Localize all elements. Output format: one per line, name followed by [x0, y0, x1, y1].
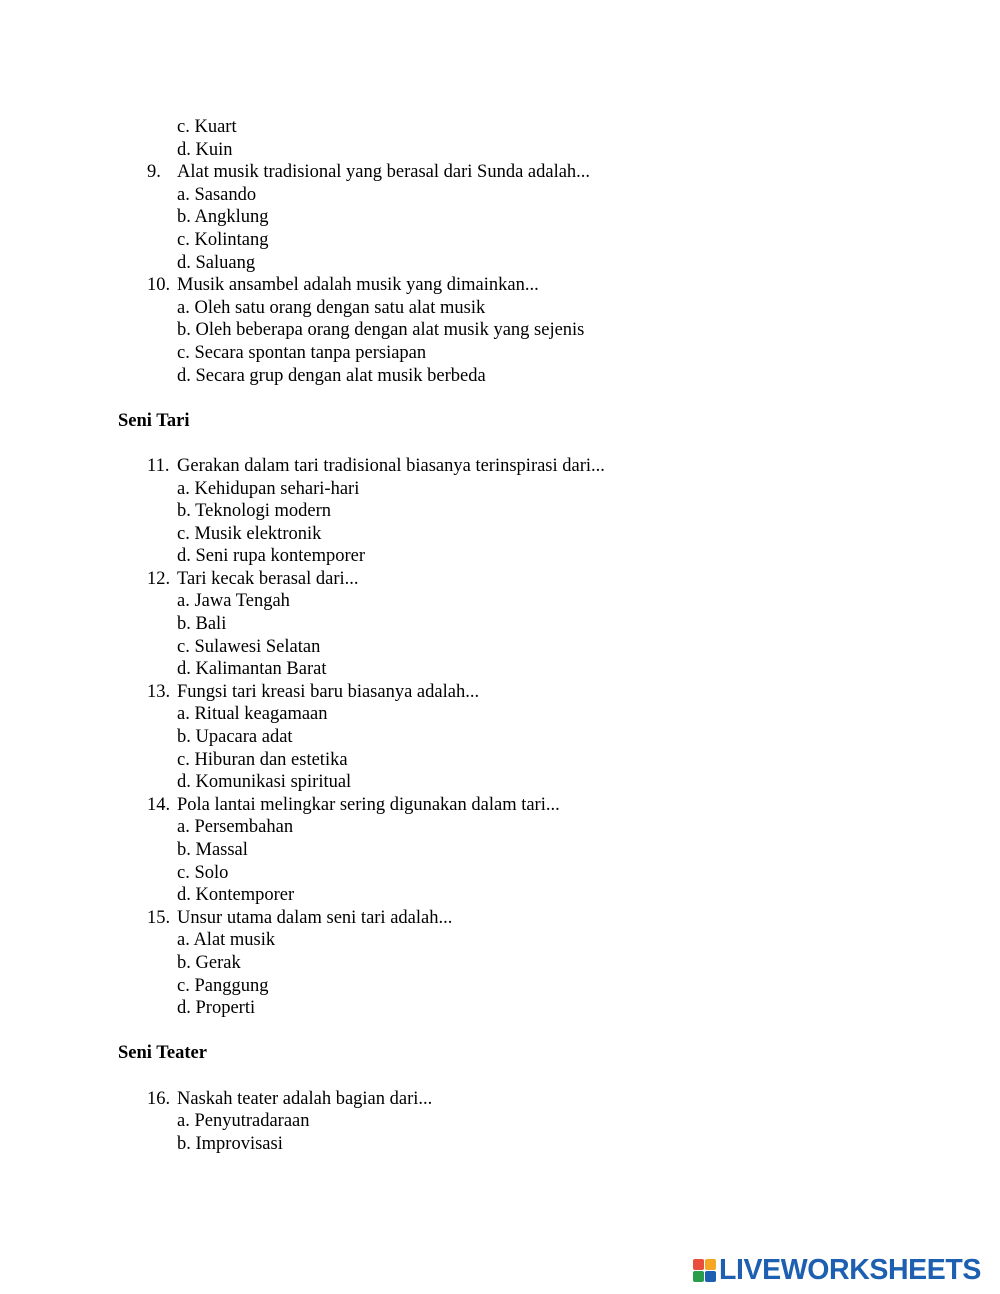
spacer [0, 1020, 1000, 1043]
question-number: 11. [147, 455, 170, 476]
option-text: c. Musik elektronik [177, 523, 322, 544]
question-number: 15. [147, 907, 171, 928]
question-item [0, 1088, 1000, 1111]
question-item [0, 794, 1000, 817]
option-text: a. Ritual keagamaan [177, 704, 328, 725]
answer-option [0, 749, 1000, 772]
question-item [0, 455, 1000, 478]
answer-option [0, 975, 1000, 998]
answer-option [0, 703, 1000, 726]
answer-option [0, 613, 1000, 636]
question-number: 13. [147, 681, 171, 702]
question-number: 9. [147, 162, 161, 183]
logo-text: LIVEWORKSHEETS [719, 1253, 982, 1286]
answer-option [0, 184, 1000, 207]
section-heading [0, 410, 1000, 433]
question-text: Tari kecak berasal dari... [177, 568, 359, 589]
logo-square-i [705, 1259, 716, 1270]
heading-text: Seni Teater [118, 1043, 207, 1064]
option-text: c. Kuart [177, 117, 237, 137]
option-text: b. Massal [177, 840, 248, 860]
question-item [0, 681, 1000, 704]
answer-option [0, 545, 1000, 568]
logo-square-l [693, 1259, 704, 1270]
answer-option [0, 1110, 1000, 1133]
option-text: c. Sulawesi Selatan [177, 636, 321, 657]
answer-option [0, 929, 1000, 952]
option-text: d. Komunikasi spiritual [177, 772, 352, 793]
answer-option [0, 523, 1000, 546]
question-text: Pola lantai melingkar sering digunakan dalam tari... [177, 794, 560, 815]
worksheet-content [0, 116, 1000, 1155]
answer-option [0, 952, 1000, 975]
question-number: 10. [147, 275, 171, 296]
answer-option [0, 229, 1000, 252]
liveworksheets-logo[interactable] [693, 1254, 981, 1286]
question-text: Naskah teater adalah bagian dari... [177, 1088, 433, 1109]
spacer [0, 387, 1000, 410]
option-text: c. Hiburan dan estetika [177, 749, 348, 770]
option-text: b. Angklung [177, 207, 269, 228]
answer-option [0, 862, 1000, 885]
question-item [0, 161, 1000, 184]
spacer [0, 432, 1000, 455]
answer-option [0, 997, 1000, 1020]
answer-option [0, 297, 1000, 320]
answer-option [0, 116, 1000, 139]
option-text: b. Teknologi modern [177, 501, 332, 522]
option-text: b. Improvisasi [177, 1133, 283, 1154]
answer-option [0, 636, 1000, 659]
answer-option [0, 590, 1000, 613]
answer-option [0, 365, 1000, 388]
option-text: b. Bali [177, 614, 227, 635]
option-text: d. Kuin [177, 139, 233, 160]
option-text: d. Secara grup dengan alat musik berbeda [177, 365, 486, 386]
spacer [0, 1065, 1000, 1088]
option-text: a. Jawa Tengah [177, 591, 290, 612]
answer-option [0, 816, 1000, 839]
option-text: a. Penyutradaraan [177, 1111, 310, 1132]
answer-option [0, 658, 1000, 681]
answer-option [0, 500, 1000, 523]
option-text: a. Sasando [177, 184, 257, 205]
question-item [0, 568, 1000, 591]
question-text: Fungsi tari kreasi baru biasanya adalah... [177, 681, 480, 702]
option-text: a. Alat musik [177, 930, 276, 951]
option-text: d. Properti [177, 998, 256, 1019]
option-text: c. Solo [177, 862, 229, 883]
option-text: c. Secara spontan tanpa persiapan [177, 342, 427, 363]
option-text: d. Seni rupa kontemporer [177, 546, 366, 567]
question-text: Gerakan dalam tari tradisional biasanya terinspirasi dari... [177, 455, 605, 476]
section-heading [0, 1042, 1000, 1065]
question-number: 12. [147, 568, 171, 589]
answer-option [0, 1133, 1000, 1156]
question-text: Unsur utama dalam seni tari adalah... [177, 907, 453, 928]
answer-option [0, 342, 1000, 365]
answer-option [0, 139, 1000, 162]
option-text: c. Kolintang [177, 229, 269, 250]
answer-option [0, 839, 1000, 862]
option-text: a. Oleh satu orang dengan satu alat musik [177, 297, 486, 318]
option-text: b. Upacara adat [177, 727, 293, 748]
question-text: Musik ansambel adalah musik yang dimainkan... [177, 275, 539, 296]
option-text: d. Saluang [177, 252, 256, 273]
answer-option [0, 319, 1000, 342]
option-text: b. Oleh beberapa orang dengan alat musik yang sejenis [177, 320, 585, 341]
answer-option [0, 884, 1000, 907]
question-number: 16. [147, 1088, 171, 1109]
question-number: 14. [147, 794, 171, 815]
option-text: b. Gerak [177, 952, 241, 973]
option-text: a. Kehidupan sehari-hari [177, 478, 360, 499]
question-text: Alat musik tradisional yang berasal dari Sunda adalah... [177, 162, 591, 183]
option-text: c. Panggung [177, 975, 269, 996]
option-text: d. Kontemporer [177, 885, 295, 906]
answer-option [0, 206, 1000, 229]
heading-text: Seni Tari [118, 410, 190, 431]
logo-square-v [693, 1271, 704, 1282]
question-item [0, 907, 1000, 930]
answer-option [0, 771, 1000, 794]
answer-option [0, 726, 1000, 749]
option-text: a. Persembahan [177, 817, 294, 838]
liveworksheets-logo-icon [693, 1259, 716, 1282]
answer-option [0, 252, 1000, 275]
question-item [0, 274, 1000, 297]
answer-option [0, 478, 1000, 501]
logo-square-e [705, 1271, 716, 1282]
option-text: d. Kalimantan Barat [177, 659, 327, 680]
